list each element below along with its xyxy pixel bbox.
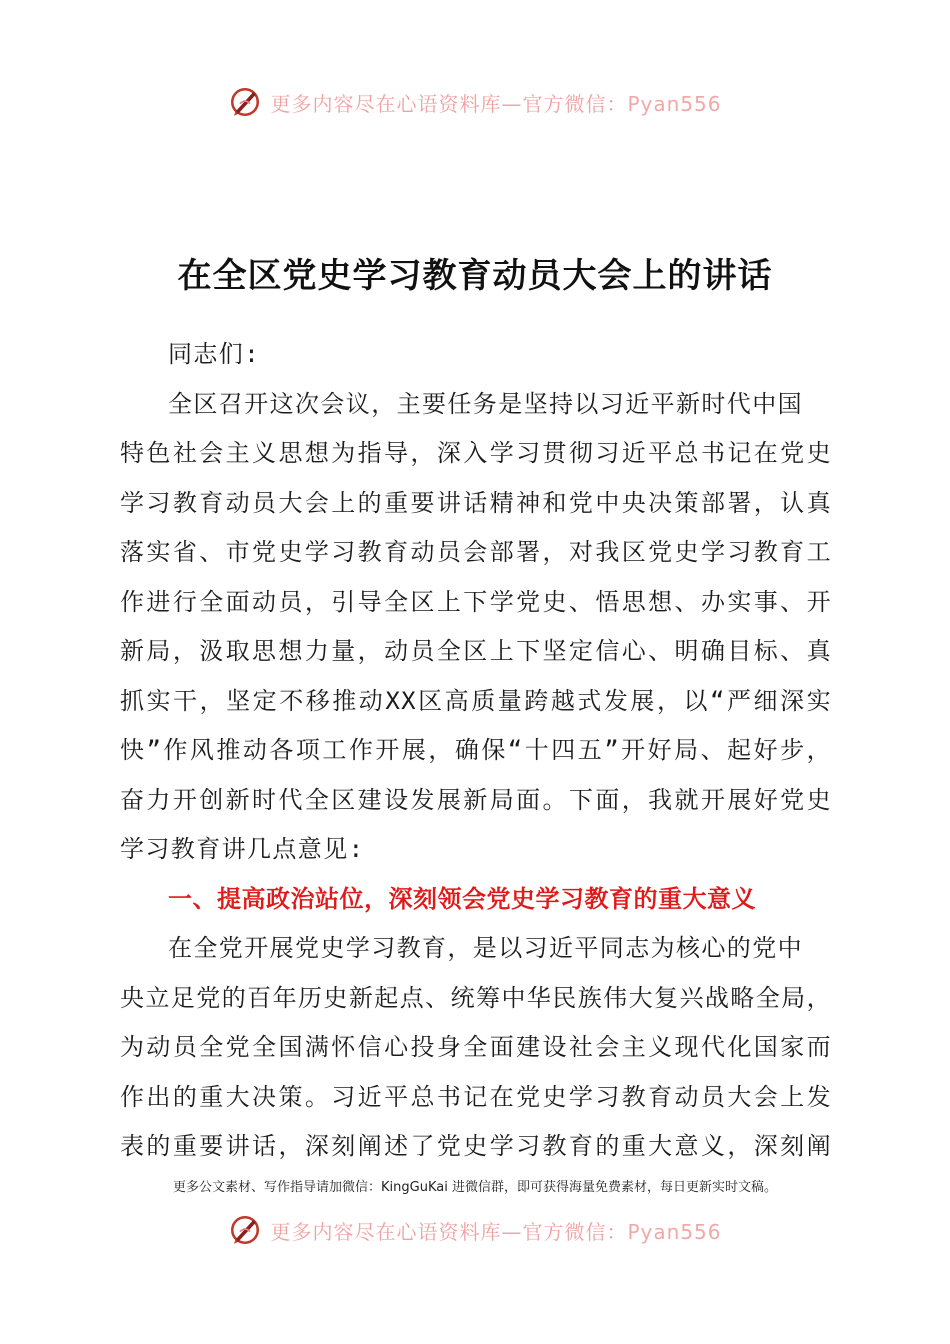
- header-watermark: [0, 82, 950, 122]
- paragraph-line: 特色社会主义思想为指导，深入学习贯彻习近平总书记在党史: [120, 439, 832, 467]
- paragraph-line: 快”作风推动各项工作开展，确保“十四五”开好局、起好步，: [120, 736, 832, 764]
- paragraph-line: 学习教育讲几点意见:: [120, 835, 365, 863]
- paragraph-line: 作进行全面动员，引导全区上下学党史、悟思想、办实事、开: [120, 587, 832, 616]
- paragraph-line: 抓实干，坚定不移推动XX区高质量跨越式发展，以“严细深实: [120, 686, 832, 715]
- watermark-brand: 更多内容尽在心语资料库: [270, 1219, 502, 1244]
- paragraph-line: 作出的重大决策。习近平总书记在党史学习教育动员大会上发: [120, 1082, 832, 1111]
- salutation: 同志们:: [168, 340, 261, 368]
- paragraph-line: 奋力开创新时代全区建设发展新局面。下面，我就开展好党史: [120, 785, 832, 814]
- paragraph-line: 落实省、市党史学习教育动员会部署，对我区党史学习教育工: [120, 538, 832, 566]
- watermark-wechat-id: Pyan556: [627, 1219, 722, 1244]
- paragraph-line: 学习教育动员大会上的重要讲话精神和党中央决策部署，认真: [120, 488, 832, 517]
- footer-watermark: [0, 1210, 950, 1250]
- pen-logo-icon: [228, 1213, 262, 1247]
- watermark-separator: —: [501, 1219, 523, 1244]
- paragraph-line: 为动员全党全国满怀信心投身全面建设社会主义现代化国家而: [120, 1033, 832, 1061]
- paragraph-line: 全区召开这次会议，主要任务是坚持以习近平新时代中国: [168, 389, 803, 418]
- document-body: [120, 330, 832, 1172]
- watermark-text: [270, 1216, 721, 1245]
- pen-logo-icon: [228, 85, 262, 119]
- section-heading: 一、提高政治站位，深刻领会党史学习教育的重大意义: [168, 884, 756, 913]
- footer-note: 更多公文素材、写作指导请加微信：KingGuKai 进微信群，即可获得海量免费素材，每日更新实时文稿。: [173, 1180, 777, 1195]
- watermark-separator: —: [501, 91, 523, 116]
- paragraph-line: 表的重要讲话，深刻阐述了党史学习教育的重大意义，深刻阐: [120, 1132, 832, 1160]
- paragraph-line: 在全党开展党史学习教育，是以习近平同志为核心的党中: [168, 934, 803, 962]
- document-title: 在全区党史学习教育动员大会上的讲话: [177, 256, 773, 296]
- watermark-label: 官方微信：: [522, 91, 628, 116]
- watermark-text: [270, 88, 721, 117]
- watermark-wechat-id: Pyan556: [627, 91, 722, 116]
- paragraph-line: 央立足党的百年历史新起点、统筹中华民族伟大复兴战略全局，: [120, 983, 832, 1012]
- paragraph-line: 新局，汲取思想力量，动员全区上下坚定信心、明确目标、真: [120, 637, 832, 665]
- watermark-label: 官方微信：: [522, 1219, 628, 1244]
- watermark-brand: 更多内容尽在心语资料库: [270, 91, 502, 116]
